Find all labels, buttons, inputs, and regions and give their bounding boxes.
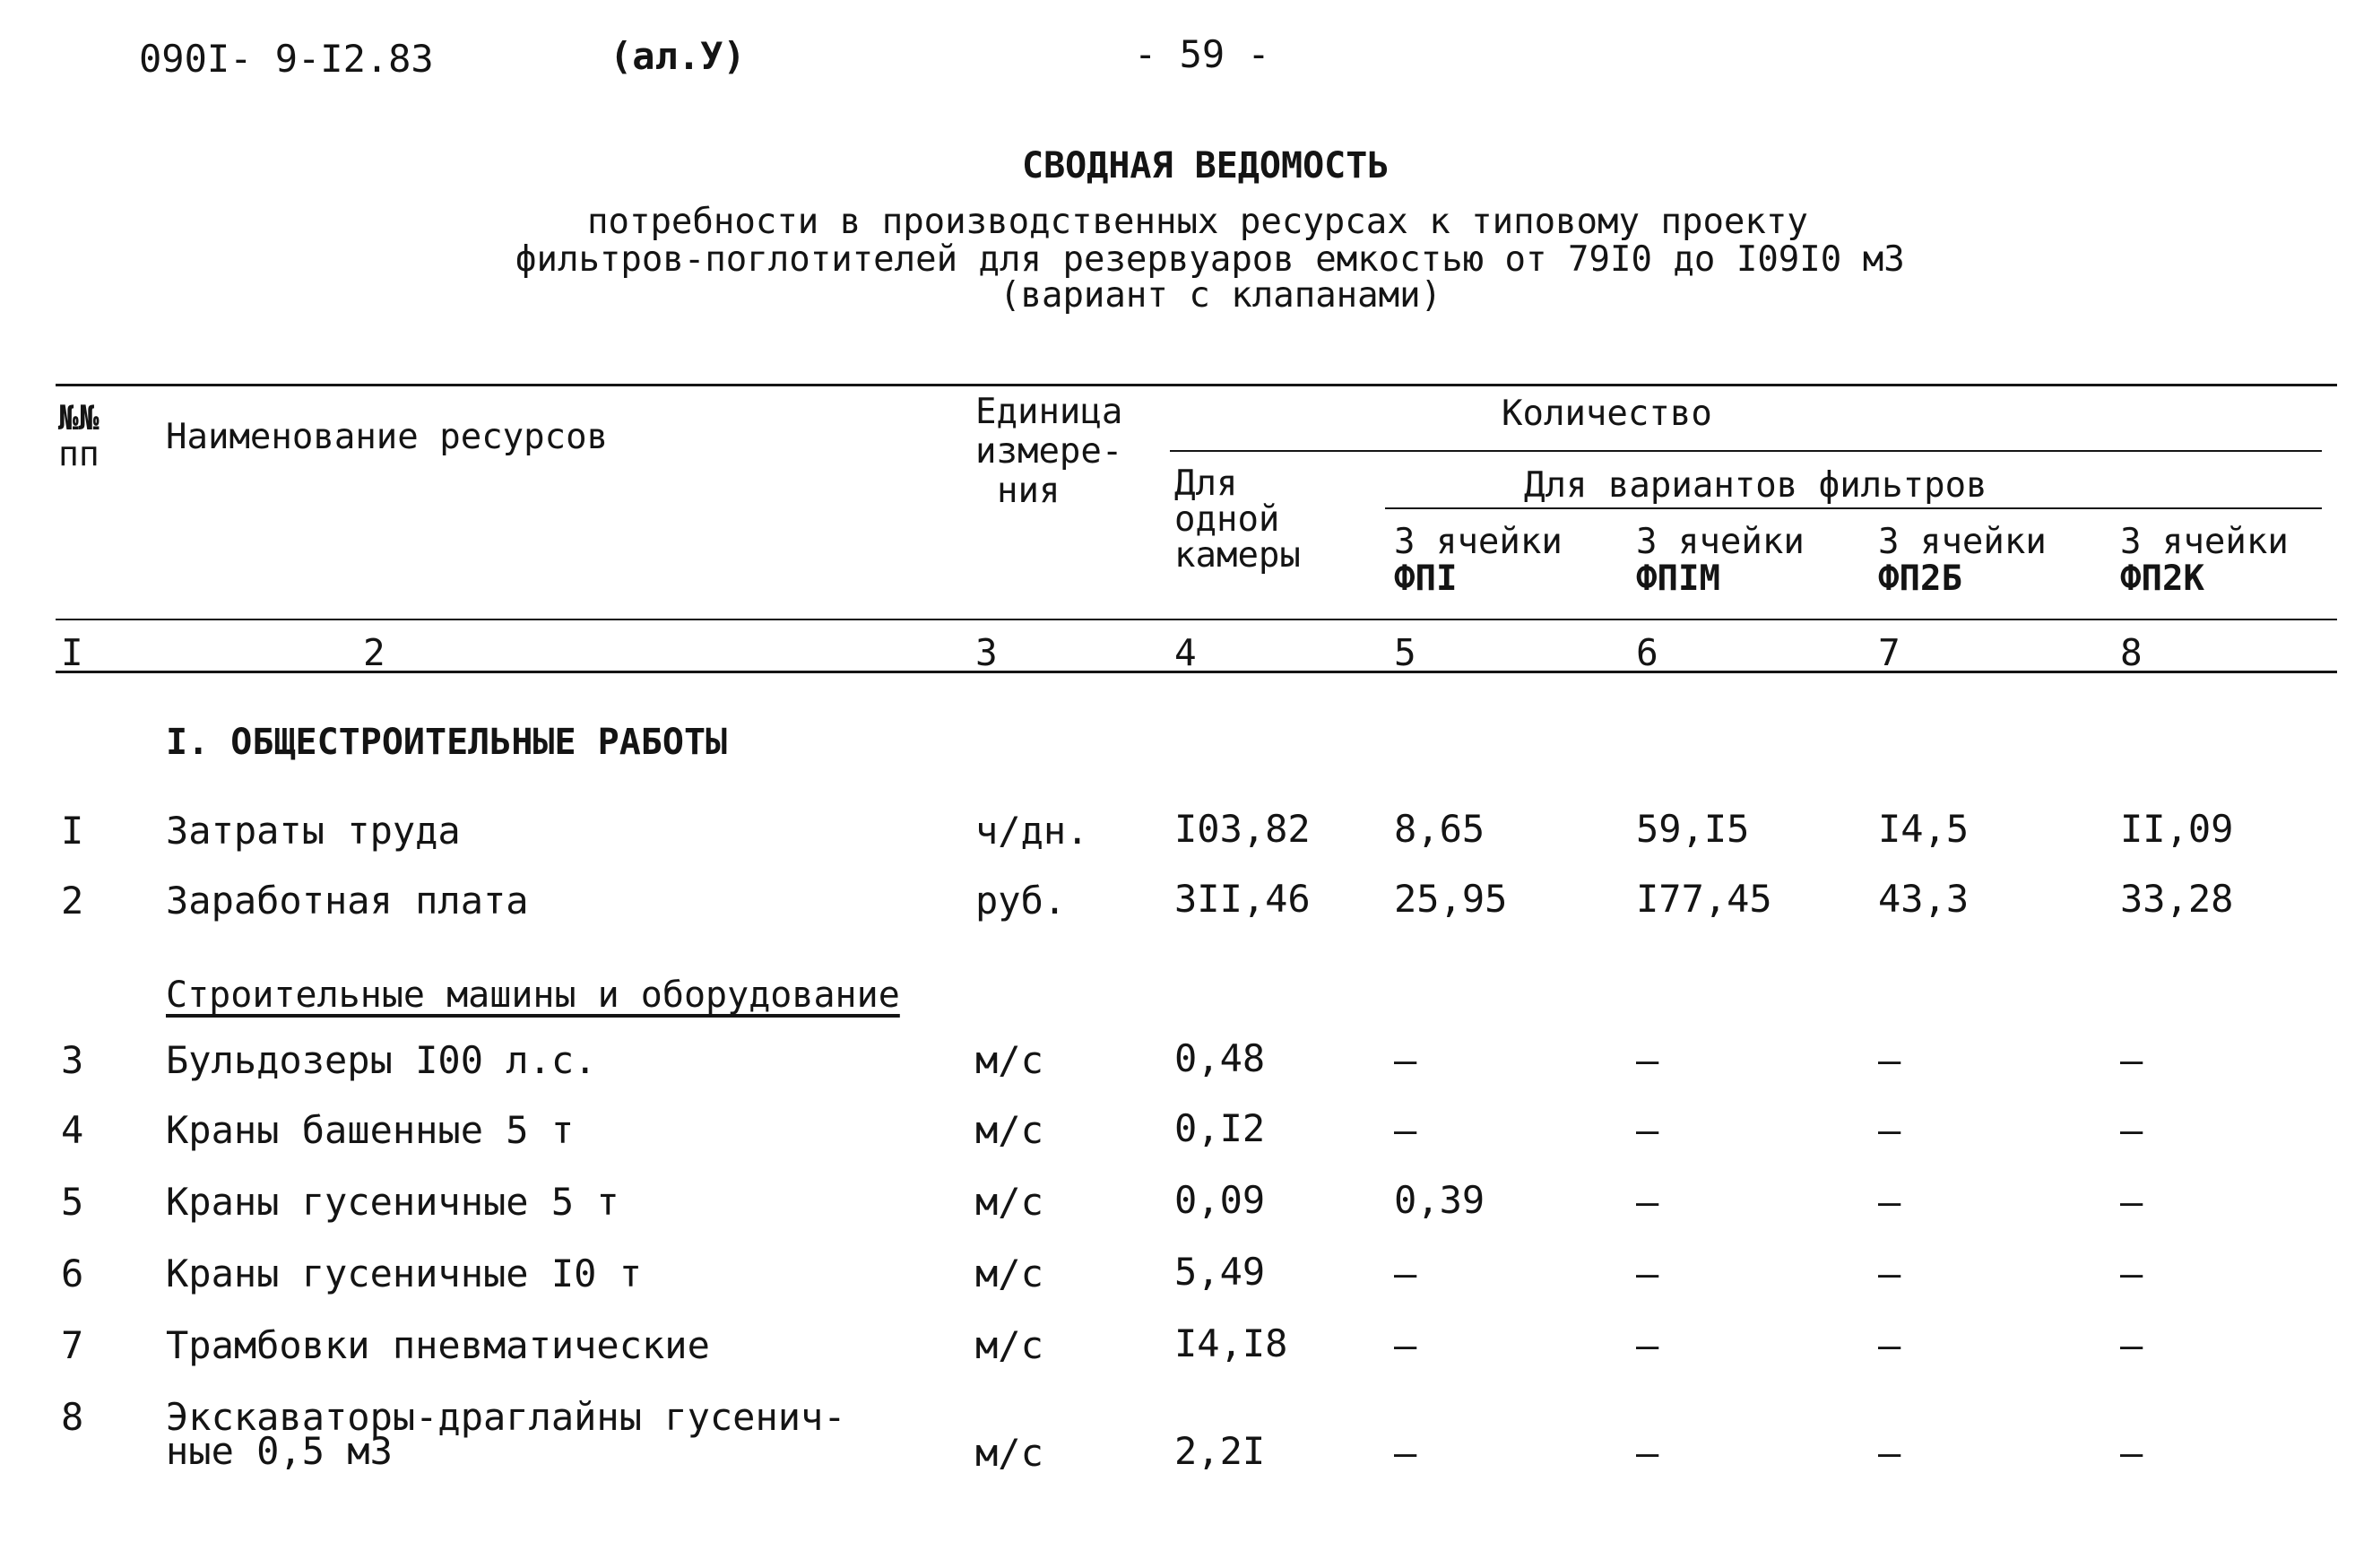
row-unit: м/с [975,1108,1043,1152]
header-variant-3-line1: 3 ячейки [1878,522,2047,562]
row-variant-4: – [2120,1108,2143,1152]
row-name: Заработная плата [166,879,529,923]
row-variant-1: – [1394,1038,1417,1082]
header-per-chamber-1: Для [1174,463,1238,504]
page-number: - 59 - [1134,32,1270,76]
column-number: 7 [1878,631,1900,674]
column-number: 6 [1636,631,1658,674]
row-num: 7 [61,1323,84,1367]
row-name: Краны башенные 5 т [166,1108,575,1152]
row-unit: м/с [975,1252,1043,1295]
row-variant-2: – [1636,1252,1659,1295]
header-num-1: №№ [58,398,100,437]
row-num: 2 [61,879,84,923]
header-unit-3: ния [997,471,1061,511]
row-unit: м/с [975,1038,1043,1082]
row-num: I [61,809,84,853]
header-variant-1-line1: 3 ячейки [1394,522,1563,562]
row-unit: ч/дн. [975,809,1089,853]
variants-rule [1385,507,2322,509]
header-per-chamber-2: одной [1174,499,1280,540]
row-num: 8 [61,1395,84,1439]
header-variant-1-line2: ФПI [1394,559,1458,599]
row-per-chamber: 2,2I [1174,1429,1266,1473]
document-title: СВОДНАЯ ВЕДОМОСТЬ [1022,145,1390,186]
row-num: 4 [61,1108,84,1152]
column-number: 8 [2120,631,2143,674]
title-line-3: (вариант с клапанами) [1000,275,1442,316]
header-bottom-rule [56,619,2337,620]
header-variants: Для вариантов фильтров [1524,465,1987,506]
row-per-chamber: 0,09 [1174,1178,1266,1222]
title-line-1: потребности в производственных ресурсах к типовому проекту [587,202,1808,242]
row-variant-2: – [1636,1038,1659,1082]
row-unit: м/с [975,1180,1043,1224]
title-line-2: фильтров-поглотителей для резервуаров емкостью от 79I0 до I09I0 м3 [515,239,1905,280]
sheet-label: (ал.У) [610,34,746,78]
row-variant-4: 33,28 [2120,877,2234,921]
header-quantity: Количество [1502,394,1712,434]
row-variant-1: 8,65 [1394,807,1485,851]
row-per-chamber: I03,82 [1174,807,1311,851]
subsection-title: Строительные машины и оборудование [166,975,900,1016]
row-variant-3: – [1878,1323,1901,1367]
document-code: 090I- 9-I2.83 [139,37,434,81]
row-variant-1: – [1394,1252,1417,1295]
header-variant-3-line2: ФП2Б [1878,559,1962,599]
header-per-chamber-3: камеры [1174,535,1301,576]
row-num: 3 [61,1038,84,1082]
row-variant-3: – [1878,1180,1901,1224]
row-unit: м/с [975,1431,1043,1475]
row-variant-3: – [1878,1431,1901,1475]
row-variant-1: 0,39 [1394,1178,1485,1222]
row-variant-2: – [1636,1180,1659,1224]
row-variant-2: – [1636,1323,1659,1367]
row-variant-2: – [1636,1108,1659,1152]
header-unit-2: измере- [975,431,1123,472]
row-name: Краны гусеничные I0 т [166,1252,643,1295]
column-number: 4 [1174,631,1197,674]
row-name: Краны гусеничные 5 т [166,1180,619,1224]
row-variant-4: II,09 [2120,807,2234,851]
header-variant-2-line2: ФПIМ [1636,559,1720,599]
row-name: Бульдозеры I00 л.с. [166,1038,597,1082]
row-variant-1: – [1394,1323,1417,1367]
header-name: Наименование ресурсов [166,417,609,457]
row-per-chamber: 0,48 [1174,1036,1266,1080]
row-variant-4: – [2120,1252,2143,1295]
row-unit: м/с [975,1323,1043,1367]
row-variant-2: – [1636,1431,1659,1475]
row-variant-3: 43,3 [1878,877,1970,921]
row-variant-3: – [1878,1108,1901,1152]
row-variant-4: – [2120,1431,2143,1475]
row-num: 5 [61,1180,84,1224]
row-unit: руб. [975,879,1067,923]
row-variant-1: – [1394,1431,1417,1475]
row-variant-4: – [2120,1038,2143,1082]
row-variant-1: – [1394,1108,1417,1152]
header-variant-2-line1: 3 ячейки [1636,522,1805,562]
row-variant-2: 59,I5 [1636,807,1750,851]
row-num: 6 [61,1252,84,1295]
row-name: Трамбовки пневматические [166,1323,710,1367]
header-variant-4-line2: ФП2К [2120,559,2204,599]
section-title: I. ОБЩЕСТРОИТЕЛЬНЫЕ РАБОТЫ [166,722,728,763]
row-variant-1: 25,95 [1394,877,1508,921]
row-variant-3: I4,5 [1878,807,1970,851]
row-per-chamber: I4,I8 [1174,1321,1288,1365]
row-variant-4: – [2120,1180,2143,1224]
row-name: Затраты труда [166,809,461,853]
row-per-chamber: 0,I2 [1174,1106,1266,1150]
quantity-rule [1170,450,2322,452]
row-variant-3: – [1878,1038,1901,1082]
row-per-chamber: 5,49 [1174,1250,1266,1294]
column-number: 3 [975,631,998,674]
table-top-rule [56,384,2337,386]
row-name-line-1: Экскаваторы-драглайны гусенич- [166,1395,846,1439]
row-variant-4: – [2120,1323,2143,1367]
row-variant-2: I77,45 [1636,877,1772,921]
row-variant-3: – [1878,1252,1901,1295]
column-number: I [61,631,83,674]
header-num-2: пп [58,434,100,473]
row-per-chamber: 3II,46 [1174,877,1311,921]
column-number: 2 [363,631,385,674]
row-name-line-2: ные 0,5 м3 [166,1429,393,1473]
header-variant-4-line1: 3 ячейки [2120,522,2289,562]
column-number: 5 [1394,631,1416,674]
header-unit-1: Единица [975,392,1123,432]
